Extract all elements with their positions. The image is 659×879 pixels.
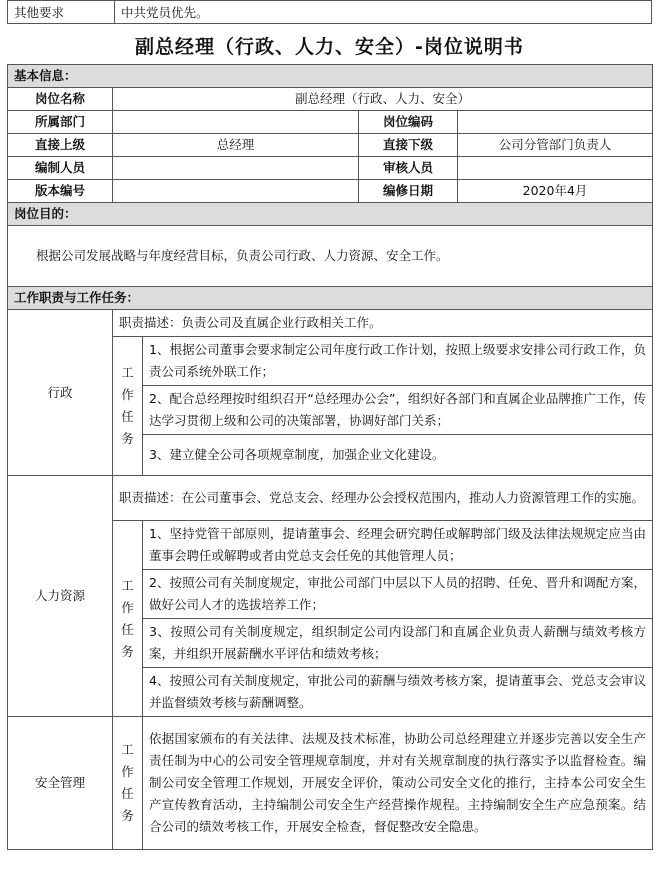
position-name-label: 岗位名称	[8, 88, 113, 111]
reviewer-label: 审核人员	[359, 157, 458, 180]
department-value	[113, 111, 359, 134]
safety-text: 依据国家颁布的有关法律、法规及技术标准，协助公司总经理建立并逐步完善以安全生产责任制为中心的公司安全管理规章制度，并对有关规章制度的执行落实予以监督检查。编制公司安全管理工作规划，开展安全评价，策动公司安全文化的推行，主持本公司安全生产宣传教育活动，主持编制公司安全生产经营操作规程。主持编制安全生产应急预案。结合公司的绩效考核工作，开展安全检查，督促整改安全隐患。	[143, 717, 653, 850]
direct-superior-label: 直接上级	[8, 134, 113, 157]
position-code-label: 岗位编码	[359, 111, 458, 134]
direct-superior-value: 总经理	[113, 134, 359, 157]
category-admin: 行政	[8, 310, 113, 476]
category-safety: 安全管理	[8, 717, 113, 850]
revision-date-value: 2020年4月	[458, 180, 653, 203]
document-title: 副总经理（行政、人力、安全）-岗位说明书	[135, 36, 524, 58]
section-duties: 工作职责与工作任务：	[8, 287, 653, 310]
job-description-table	[7, 64, 653, 850]
admin-tasks-label: 工 作 任 务	[113, 337, 143, 476]
admin-description: 职责描述：负责公司及直属企业行政相关工作。	[113, 310, 653, 337]
admin-task-3: 3、建立健全公司各项规章制度，加强企业文化建设。	[143, 435, 653, 476]
author-value	[113, 157, 359, 180]
hr-task-3: 3、按照公司有关制度规定，组织制定公司内设部门和直属企业负责人薪酬与绩效考核方案，并组织开展薪酬水平评估和绩效考核；	[143, 619, 653, 668]
safety-tasks-label: 工 作 任 务	[113, 717, 143, 850]
direct-subordinate-value: 公司分管部门负责人	[458, 134, 653, 157]
hr-task-4: 4、按照公司有关制度规定，审批公司的薪酬与绩效考核方案，提请董事会、党总支会审议并监督绩效考核与薪酬调整。	[143, 668, 653, 717]
section-purpose: 岗位目的：	[8, 203, 653, 226]
reviewer-value	[458, 157, 653, 180]
section-basic-info: 基本信息：	[8, 65, 653, 88]
other-requirements-label: 其他要求	[8, 1, 115, 24]
hr-description: 职责描述：在公司董事会、党总支会、经理办公会授权范围内，推动人力资源管理工作的实施。	[113, 476, 653, 521]
other-requirements-row	[7, 0, 652, 24]
department-label: 所属部门	[8, 111, 113, 134]
purpose-text: 根据公司发展战略与年度经营目标，负责公司行政、人力资源、安全工作。	[8, 226, 653, 287]
version-value	[113, 180, 359, 203]
version-label: 版本编号	[8, 180, 113, 203]
revision-date-label: 编修日期	[359, 180, 458, 203]
admin-task-2: 2、配合总经理按时组织召开“总经理办公会”，组织好各部门和直属企业品牌推广工作，传达学习贯彻上级和公司的决策部署，协调好部门关系；	[143, 386, 653, 435]
author-label: 编制人员	[8, 157, 113, 180]
hr-task-1: 1、坚持党管干部原则，提请董事会、经理会研究聘任或解聘部门级及法律法规规定应当由董事会聘任或解聘或者由党总支会任免的其他管理人员；	[143, 521, 653, 570]
admin-task-1: 1、根据公司董事会要求制定公司年度行政工作计划，按照上级要求安排公司行政工作，负责公司系统外联工作；	[143, 337, 653, 386]
category-hr: 人力资源	[8, 476, 113, 717]
position-code-value	[458, 111, 653, 134]
direct-subordinate-label: 直接下级	[359, 134, 458, 157]
position-name-value: 副总经理（行政、人力、安全）	[113, 88, 653, 111]
hr-task-2: 2、按照公司有关制度规定，审批公司部门中层以下人员的招聘、任免、晋升和调配方案，做好公司人才的选拔培养工作；	[143, 570, 653, 619]
other-requirements-value: 中共党员优先。	[115, 1, 652, 24]
hr-tasks-label: 工 作 任 务	[113, 521, 143, 717]
